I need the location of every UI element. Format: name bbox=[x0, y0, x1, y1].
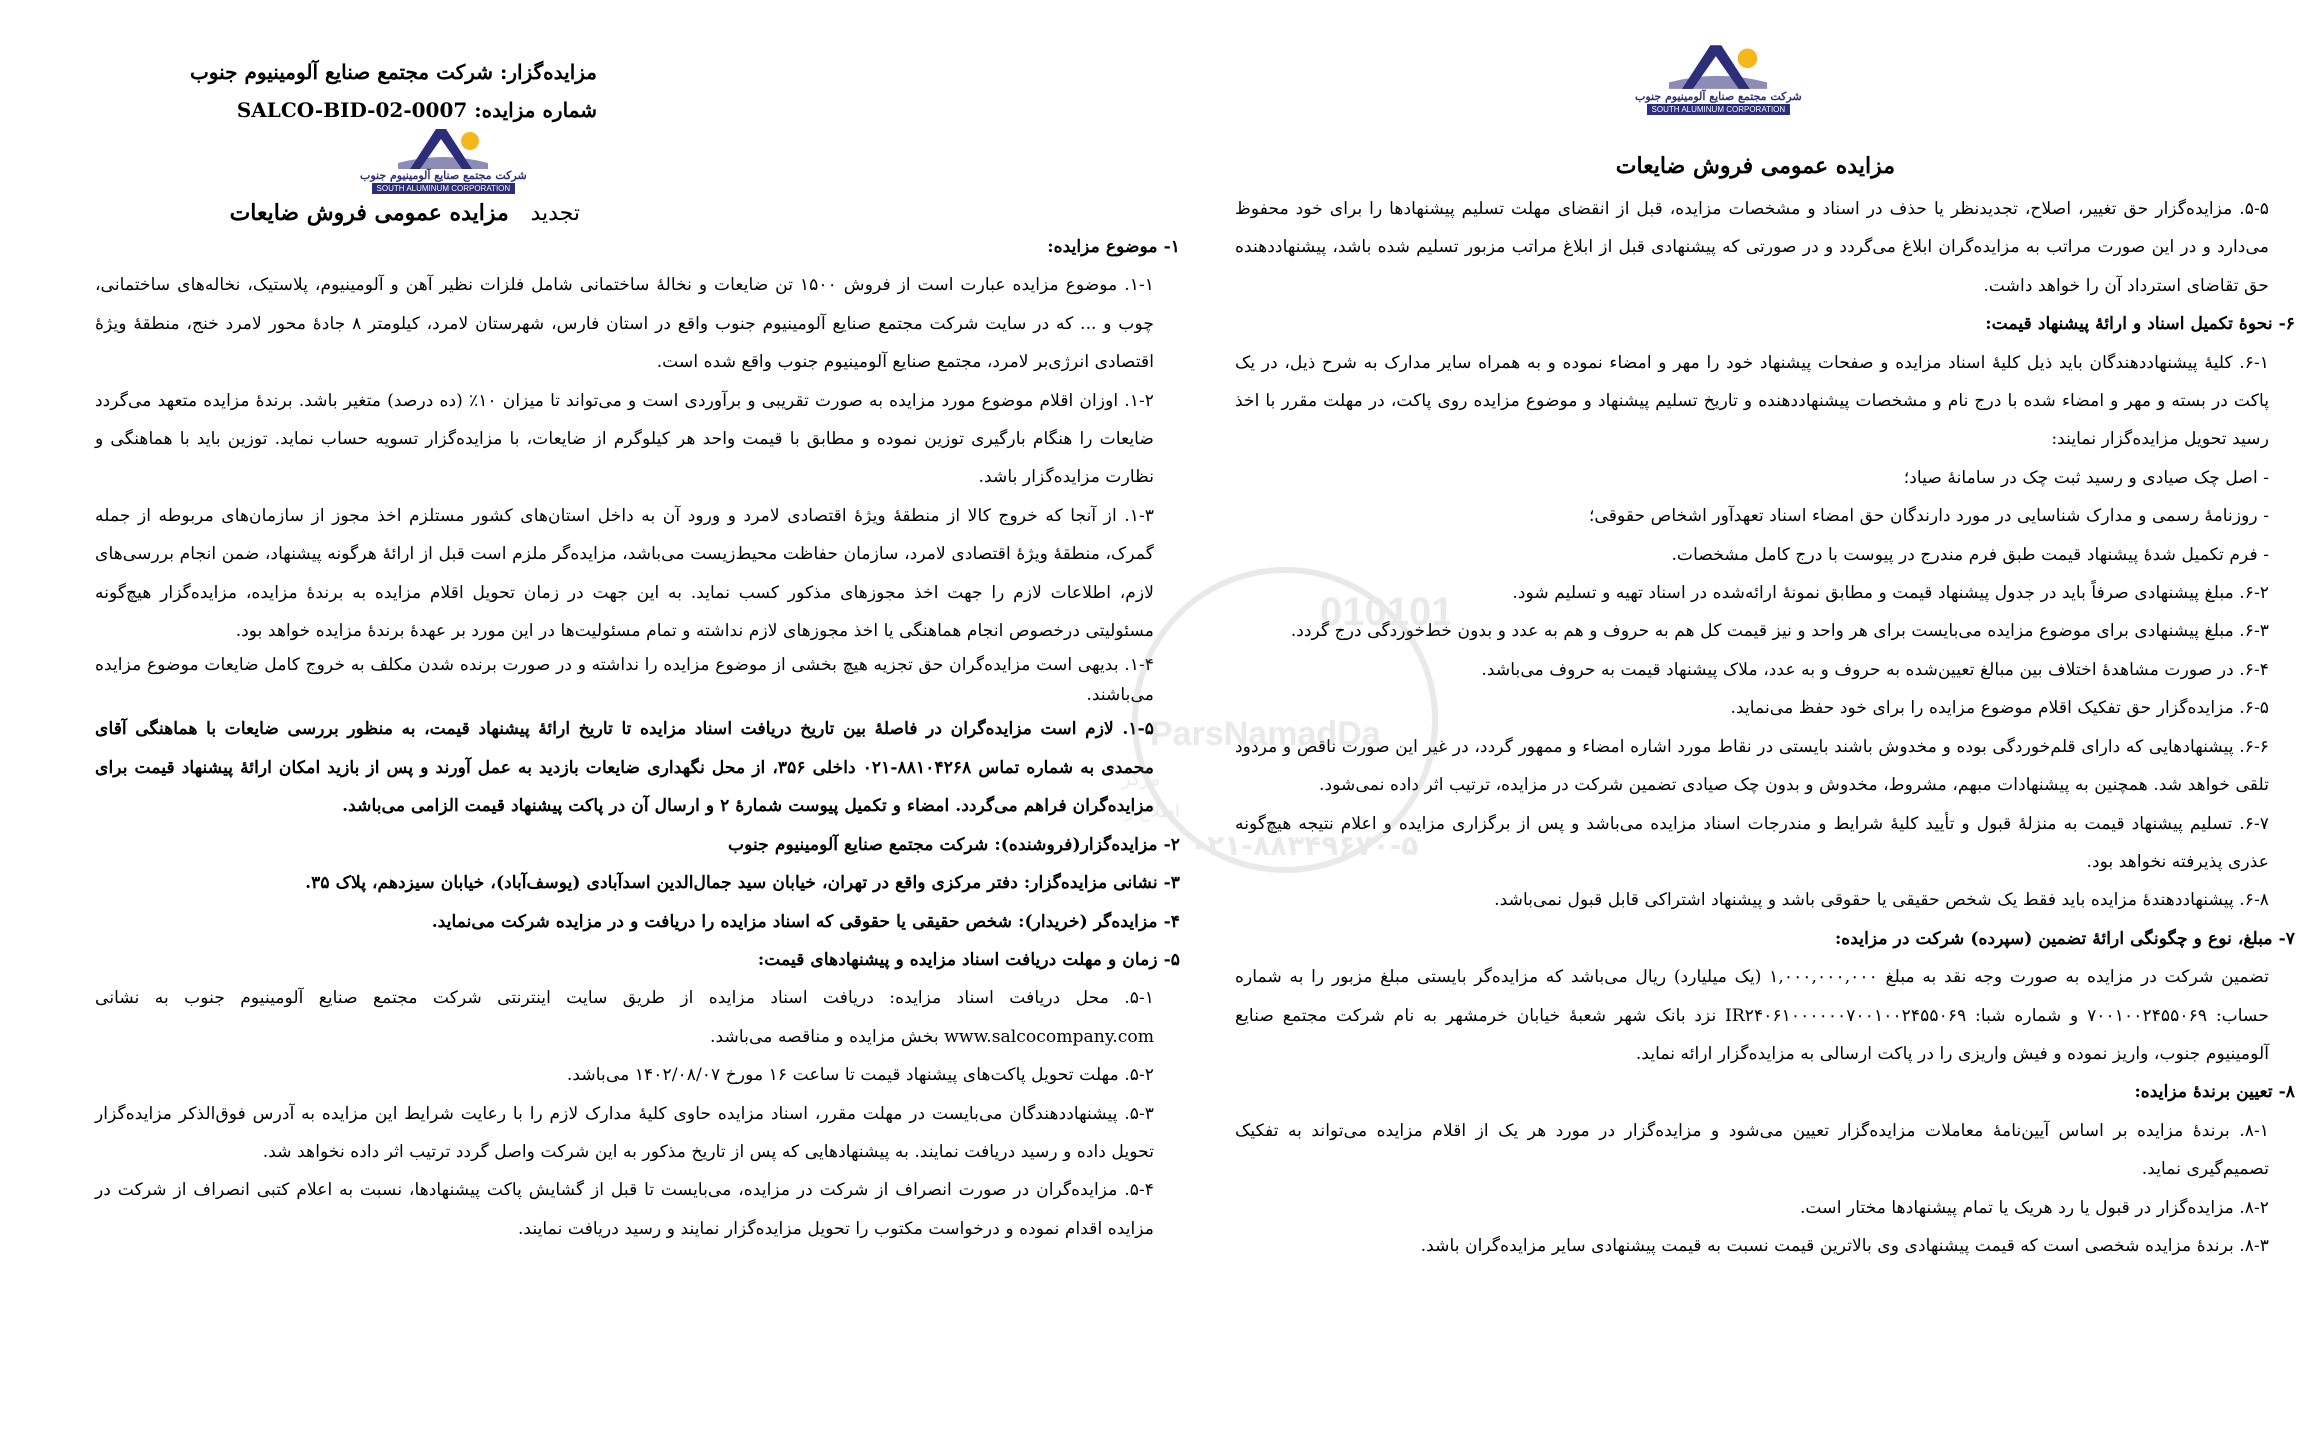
clause-8-3: ۸-۳. برندهٔ مزایده شخصی است که قیمت پیشنهادی وی بالاترین قیمت نسبت به قیمت پیشنهادی سایر مزایده‌گران باشد. bbox=[1420, 1235, 2269, 1256]
watermark-brand: ParsNamadDa bbox=[1150, 715, 1381, 753]
salco-logo-icon bbox=[388, 125, 498, 171]
renewal-label: تجدید bbox=[530, 201, 580, 226]
notice-title bbox=[230, 200, 580, 226]
salco-logo-icon bbox=[1658, 40, 1778, 92]
section-2: ۲- مزایده‌گزار(فروشنده): شرکت مجتمع صنایع آلومینیوم جنوب bbox=[727, 834, 1180, 855]
clause-5-4: ۵-۴. مزایده‌گران در صورت انصراف از شرکت در مزایده، می‌بایست تا قبل از گشایش پاکت پیشنهادها، نسبت به اعلام کتبی انصراف از شرکت در مزایده اقدام نموده و درخواست مکتوب را تحویل مزایده‌گزار نمایند و رسید دریافت نمایند. bbox=[95, 1180, 1154, 1239]
bullet-cheque: - اصل چک صیادی و رسید ثبت چک در سامانهٔ صیاد؛ bbox=[1903, 467, 2269, 488]
bullet-price-form: - فرم تکمیل شدهٔ پیشنهاد قیمت طبق فرم مندرج در پیوست با درج کامل مشخصات. bbox=[1671, 544, 2269, 565]
bid-number: شماره مزایده: SALCO-BID-02-0007 bbox=[236, 98, 597, 122]
logo-english-name: SOUTH ALUMINUM CORPORATION bbox=[1647, 104, 1791, 115]
clause-6-5: ۶-۵. مزایده‌گزار حق تفکیک اقلام موضوع مزایده را برای خود حفظ می‌نماید. bbox=[1730, 698, 2269, 719]
clause-6-7: ۶-۷. تسلیم پیشنهاد قیمت به منزلهٔ قبول و تأیید کلیهٔ شرایط و مندرجات اسناد مزایده می‌باشد و پس از برگزاری مزایده و اعلام نتیجه هیچ‌گونه عذری پذیرفته نخواهد بود. bbox=[1235, 813, 2269, 872]
notice-title: مزایده عمومی فروش ضایعات bbox=[1615, 153, 1895, 179]
clause-7: تضمین شرکت در مزایده به صورت وجه نقد به مبلغ ۱,۰۰۰,۰۰۰,۰۰۰ (یک میلیارد) ریال می‌باشد که مزایده‌گر بایستی مبلغ مزبور را به شماره حساب: ۷۰۰۱۰۰۲۴۵۵۰۶۹ و شماره شبا: IR۲۴۰۶۱۰۰۰۰۰۰۷۰۰۱۰۰۲۴۵۵۰۶۹ نزد بانک شهر شعبهٔ خیابان خرمشهر به نام شرکت مجتمع صنایع آلومینیوم جنوب، واریز نموده و فیش واریزی را در پاکت ارسالی به مزایده‌گزار ارائه نماید. bbox=[1235, 967, 2269, 1064]
organizer-heading: مزایده‌گزار: شرکت مجتمع صنایع آلومینیوم جنوب bbox=[189, 60, 597, 84]
left-page bbox=[40, 0, 1180, 1437]
clause-5-1: ۵-۱. محل دریافت اسناد مزایده: دریافت اسناد مزایده از طریق سایت اینترنتی شرکت مجتمع صنایع آلومینیوم جنوب به نشانی www.salcocompany.com بخش مزایده و مناقصه می‌باشد. bbox=[95, 988, 1154, 1047]
clause-5-2: ۵-۲. مهلت تحویل پاکت‌های پیشنهاد قیمت تا ساعت ۱۶ مورخ ۱۴۰۲/۰۸/۰۷ می‌باشد. bbox=[566, 1065, 1154, 1086]
right-body bbox=[1235, 190, 2295, 1265]
section-8-heading: ۸- تعیین برندهٔ مزایده: bbox=[2134, 1082, 2295, 1103]
clause-1-1: ۱-۱. موضوع مزایده عبارت است از فروش ۱۵۰۰ تن ضایعات و نخالهٔ ساختمانی شامل فلزات نظیر آهن و آلومینیوم، پلاستیک، نخاله‌های ساختمانی، چوب و ... که در سایت شرکت مجتمع صنایع آلومینیوم جنوب واقع در استان فارس، شهرستان لامرد، کیلومتر ۸ جادهٔ محور لامرد خنج، منطقهٔ ویژهٔ اقتصادی انرژی‌بر لامرد، مجتمع صنایع آلومینیوم جنوب واقع شده است. bbox=[95, 275, 1154, 373]
logo-english-name: SOUTH ALUMINUM CORPORATION bbox=[372, 183, 516, 194]
clause-8-1: ۸-۱. برندهٔ مزایده بر اساس آیین‌نامهٔ معاملات مزایده‌گزار تعیین می‌شود و مزایده‌گزار در مورد هر یک از اقلام مزایده می‌تواند به تفکیک تصمیم‌گیری نماید. bbox=[1235, 1120, 2269, 1180]
clause-6-3: ۶-۳. مبلغ پیشنهادی برای موضوع مزایده می‌بایست برای هر واحد و نیز قیمت کل هم به حروف و هم به عدد و بدون خط‌خوردگی درج گردد. bbox=[1290, 621, 2269, 642]
clause-8-2: ۸-۲. مزایده‌گزار در قبول یا رد هریک یا تمام پیشنهادها مختار است. bbox=[1799, 1197, 2269, 1218]
clause-6-8: ۶-۸. پیشنهاددهندهٔ مزایده باید فقط یک شخص حقیقی یا حقوقی باشد و پیشنهاد اشتراکی قابل قبول نمی‌باشد. bbox=[1494, 890, 2269, 911]
section-4: ۴- مزایده‌گر (خریدار): شخص حقیقی یا حقوقی که اسناد مزایده را دریافت و در مزایده شرکت می‌نماید. bbox=[431, 911, 1180, 932]
section-5-heading: ۵- زمان و مهلت دریافت اسناد مزایده و پیشنهادهای قیمت: bbox=[757, 949, 1180, 970]
salco-logo bbox=[360, 125, 527, 194]
bullet-gazette: - روزنامهٔ رسمی و مدارک شناسایی در مورد دارندگان حق امضاء اسناد تعهدآور اشخاص حقوقی؛ bbox=[1588, 506, 2269, 527]
section-1-heading: ۱- موضوع مزایده: bbox=[1047, 237, 1180, 257]
clause-1-4: ۱-۴. بدیهی است مزایده‌گران حق تجزیه هیچ بخشی از موضوع مزایده را نداشته و در صورت برنده شدن مکلف به خروج کامل ضایعات موضوع مزایده می‌باشند. bbox=[95, 655, 1154, 706]
clause-5-3: ۵-۳. پیشنهاددهندگان می‌بایست در مهلت مقرر، اسناد مزایده حاوی کلیهٔ مدارک لازم را با رعایت شرایط این مزایده به آدرس فوق‌الذکر مزایده‌گزار تحویل داده و رسید دریافت نمایند. به پیشنهادهایی که پس از تاریخ مذکور به این شرکت واصل گردد ترتیب اثر داده نخواهد شد. bbox=[95, 1103, 1154, 1162]
clause-1-5: ۱-۵. لازم است مزایده‌گران در فاصلهٔ بین تاریخ دریافت اسناد مزایده تا تاریخ ارائهٔ پیشنهاد قیمت، به منظور بررسی ضایعات با هماهنگی آقای محمدی به شماره تماس ۸۸۱۰۴۲۶۸-۰۲۱ داخلی ۳۵۶، از محل نگهداری ضایعات بازدید به عمل آورند و پس از بازید امکان ارائهٔ پیشنهاد قیمت برای مزایده‌گران فراهم می‌گردد. امضاء و تکمیل پیوست شمارهٔ ۲ و ارسال آن در پاکت پیشنهاد قیمت الزامی می‌باشد. bbox=[95, 719, 1154, 817]
watermark-line1: مرکز bbox=[1121, 769, 1160, 790]
clause-1-3: ۱-۳. از آنجا که خروج کالا از منطقهٔ ویژهٔ اقتصادی لامرد و ورود آن به داخل استان‌های کشور مستلزم اخذ مجوز از سازمان‌های مربوطه از جمله گمرک، منطقهٔ ویژهٔ اقتصادی لامرد، سازمان حفاظت محیط‌زیست می‌باشد، مزایده‌گر ملزم است قبل از ارائهٔ هرگونه پیشنهاد، ضمن انجام بررسی‌های لازم، اطلاعات لازم را جهت اخذ مجوزهای مذکور کسب نماید. به این جهت در زمان تحویل اقلام مزایده به برندهٔ مزایده، مزایده‌گزار هیچ‌گونه مسئولیتی درخصوص انجام هماهنگی یا اخذ مجوزهای لازم نداشته و تمام مسئولیت‌ها در این مورد بر عهدهٔ برندهٔ مزایده خواهد بود. bbox=[95, 505, 1154, 642]
notice-title-text: مزایده عمومی فروش ضایعات bbox=[229, 200, 509, 226]
clause-6-1: ۶-۱. کلیهٔ پیشنهاددهندگان باید ذیل کلیهٔ اسناد مزایده و صفحات پیشنهاد خود را مهر و امضاء نموده و به همراه سایر مدارک به شرح ذیل، در یک پاکت در بسته و مهر و امضاء شده با درج نام و مشخصات پیشنهاددهنده و تاریخ تسلیم پیشنهاد و موضوع مزایده روی پاکت، در مهلت مقرر با اخذ رسید تحویل مزایده‌گزار نمایند: bbox=[1235, 352, 2269, 450]
clause-1-2: ۱-۲. اوزان اقلام موضوع مورد مزایده به صورت تقریبی و برآوردی است و می‌تواند تا میزان ۱۰٪ (ده درصد) متغیر باشد. برندهٔ مزایده متعهد می‌گردد ضایعات را هنگام بارگیری توزین نموده و مطابق با قیمت واحد هر کیلوگرم از ضایعات، با مزایده‌گزار تسویه حساب نماید. توزین باید با هماهنگی و نظارت مزایده‌گزار باشد. bbox=[95, 390, 1154, 488]
clause-6-2: ۶-۲. مبلغ پیشنهادی صرفاً باید در جدول پیشنهاد قیمت و مطابق نمونهٔ ارائه‌شده در اسناد تهیه و تسلیم شود. bbox=[1512, 583, 2269, 604]
salco-logo bbox=[1635, 40, 1802, 115]
watermark-digits: 010101 bbox=[1320, 590, 1450, 634]
clause-6-6: ۶-۶. پیشنهادهایی که دارای قلم‌خوردگی بوده و مخدوش باشند بایستی در نقاط مورد اشاره امضاء و ممهور گردد، در غیر این صورت ناقص و مردود تلقی خواهد شد. همچنین به پیشنهادات مبهم، مشروط، مخدوش و بدون چک صیادی تضمین شرکت در مزایده، ترتیب اثر داده نمی‌شود. bbox=[1235, 736, 2269, 796]
logo-persian-name: شرکت مجتمع صنایع آلومینیوم جنوب bbox=[1635, 90, 1802, 103]
right-page bbox=[1195, 0, 2305, 1437]
logo-persian-name: شرکت مجتمع صنایع آلومینیوم جنوب bbox=[360, 169, 527, 182]
section-7-heading: ۷- مبلغ، نوع و چگونگی ارائهٔ تضمین (سپرده) شرکت در مزایده: bbox=[1834, 928, 2295, 949]
left-body bbox=[95, 228, 1180, 1248]
clause-6-4: ۶-۴. در صورت مشاهدهٔ اختلاف بین مبالغ تعیین‌شده به حروف و به عدد، ملاک پیشنهاد قیمت به حروف می‌باشد. bbox=[1481, 659, 2269, 680]
section-3: ۳- نشانی مزایده‌گزار: دفتر مرکزی واقع در تهران، خیابان سید جمال‌الدین اسدآبادی (یوسف‌آباد)، خیابان سیزدهم، پلاک ۳۵. bbox=[305, 873, 1180, 894]
section-6-heading: ۶- نحوهٔ تکمیل اسناد و ارائهٔ پیشنهاد قیمت: bbox=[1985, 314, 2295, 335]
watermark-phone: ۰۲۱-۸۸۳۴۹۶۷۰-۵ bbox=[1190, 829, 1419, 862]
clause-5-5: ۵-۵. مزایده‌گزار حق تغییر، اصلاح، تجدیدنظر یا حذف در اسناد و مشخصات مزایده، قبل از انقضای مهلت تسلیم پیشنهادها را برای خود محفوظ می‌دارد و در این صورت مراتب به مزایده‌گران ابلاغ می‌گردد و در صورتی که پیشنهادی قبل از ابلاغ مراتب مزبور تسلیم شده باشد، پیشنهاددهنده حق تقاضای استرداد آن را خواهد داشت. bbox=[1235, 199, 2269, 296]
watermark-line2: اطلاع ر bbox=[1124, 801, 1180, 822]
